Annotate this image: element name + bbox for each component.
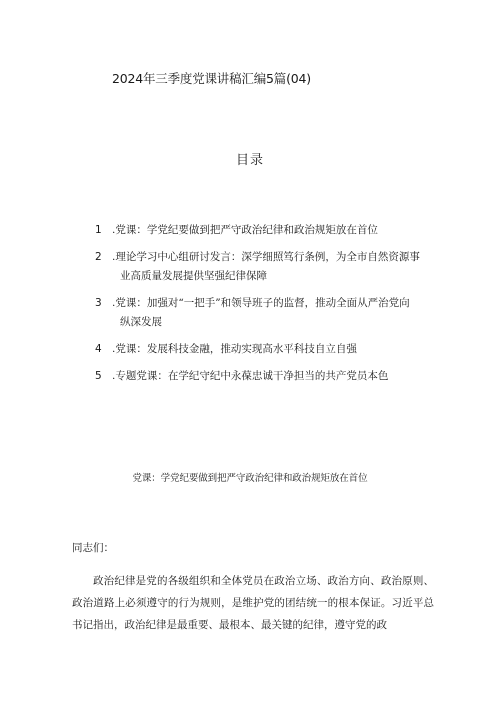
toc-item-number: 5 xyxy=(95,370,102,382)
toc-item-text xyxy=(112,294,440,332)
toc-item-line: .专题党课：在学纪守纪中永葆忠诚干净担当的共产党员本色 xyxy=(112,370,389,382)
toc-item-line: .党课：发展科技金融，推动实现高水平科技自立自强 xyxy=(112,343,357,355)
toc-item-line: .党课：加强对“一把手”和领导班子的监督，推动全面从严治党向 xyxy=(112,297,410,309)
toc-heading: 目录 xyxy=(235,153,264,168)
body-text xyxy=(72,570,434,636)
toc-item xyxy=(95,294,440,332)
toc-item-continuation: 纵深发展 xyxy=(120,316,162,328)
document-title: 2024年三季度党课讲稿汇编5篇(04) xyxy=(112,71,311,86)
toc-item-continuation: 业高质量发展提供坚强纪律保障 xyxy=(120,270,267,282)
greeting: 同志们： xyxy=(72,542,114,554)
toc-item-number: 1 xyxy=(95,224,102,236)
body-paragraph: 政治纪律是党的各级组织和全体党员在政治立场、政治方向、政治原则、政治道路上必须遵守的行为规则，是维护党的团结统一的根本保证。习近平总书记指出，政治纪律是最重要、最根本、最关键的纪律，遵守党的政 xyxy=(72,575,434,631)
toc-item xyxy=(95,367,440,386)
toc-item xyxy=(95,248,440,286)
toc-item-text xyxy=(112,221,440,240)
toc-item-line: .理论学习中心组研讨发言：深学细照笃行条例，为全市自然资源事 xyxy=(112,251,420,263)
toc-item xyxy=(95,340,440,359)
toc-item-text xyxy=(112,248,440,286)
toc-item xyxy=(95,221,440,240)
toc-item-text xyxy=(112,340,440,359)
toc-item-number: 2 xyxy=(95,251,102,263)
section-title: 党课：学党纪要做到把严守政治纪律和政治规矩放在首位 xyxy=(132,473,368,484)
toc-item-number: 3 xyxy=(95,297,102,309)
toc-item-text xyxy=(112,367,440,386)
toc-item-line: .党课：学党纪要做到把严守政治纪律和政治规矩放在首位 xyxy=(112,224,378,236)
toc-item-number: 4 xyxy=(95,343,102,355)
table-of-contents xyxy=(95,221,440,394)
